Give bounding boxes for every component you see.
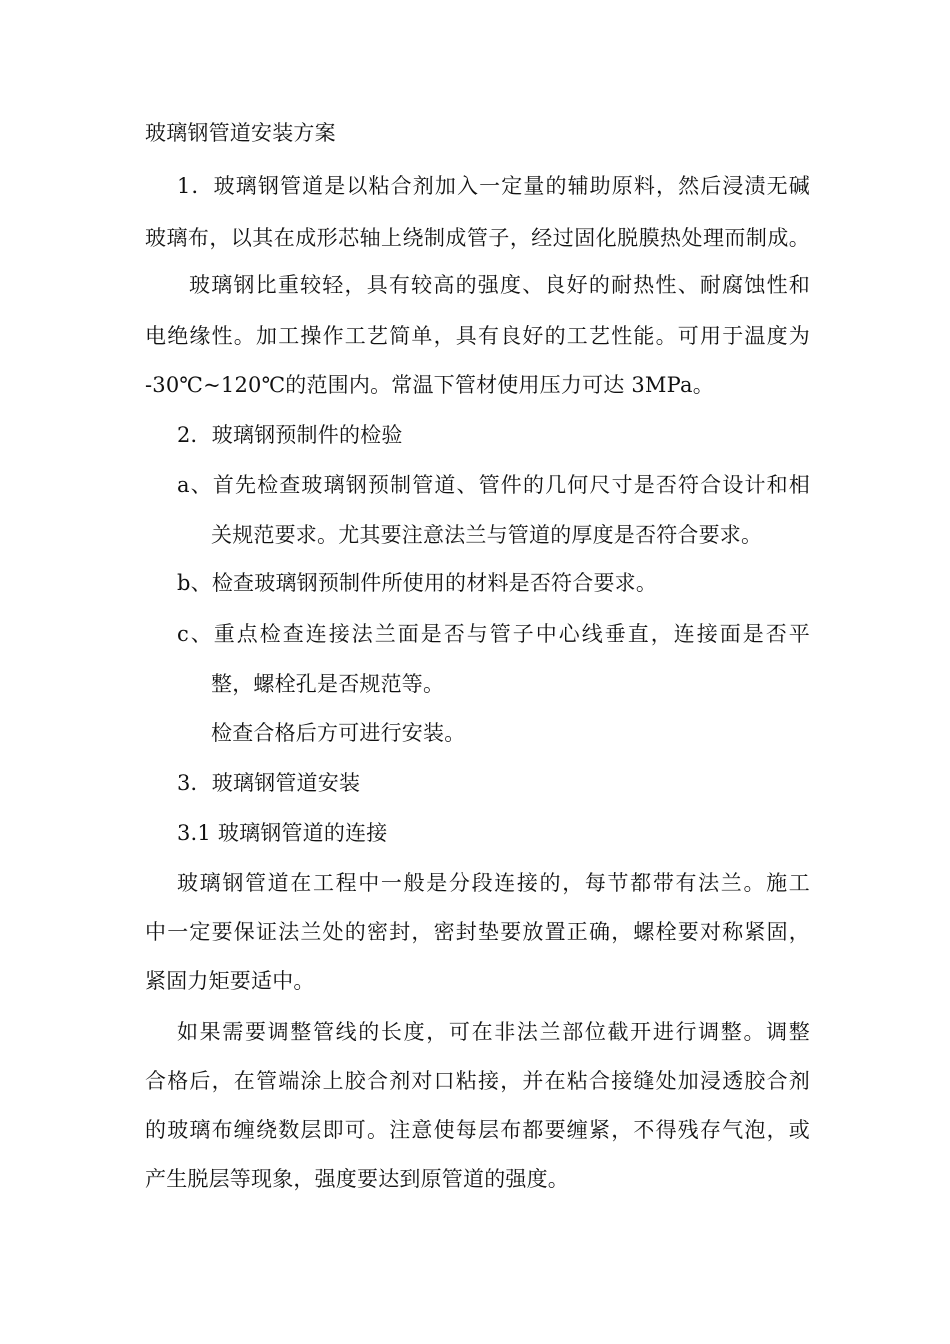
document-title: 玻璃钢管道安装方案 xyxy=(145,121,336,145)
after-check-note: 检查合格后方可进行安装。 xyxy=(211,721,466,745)
paragraph-4-line-2: 合格后，在管端涂上胶合剂对口粘接，并在粘合接缝处加浸透胶合剂 xyxy=(145,1069,810,1093)
paragraph-4-line-4: 产生脱层等现象，强度要达到原管道的强度。 xyxy=(145,1167,569,1191)
paragraph-2-line-1: 玻璃钢比重较轻，具有较高的强度、良好的耐热性、耐腐蚀性和 xyxy=(189,273,810,297)
paragraph-4-line-1: 如果需要调整管线的长度，可在非法兰部位截开进行调整。调整 xyxy=(177,1020,810,1044)
paragraph-4-line-3: 的玻璃布缠绕数层即可。注意使每层布都要缠紧，不得残存气泡，或 xyxy=(145,1118,810,1142)
section-2-heading: 2．玻璃钢预制件的检验 xyxy=(177,423,403,447)
section-1-line-1: 1．玻璃钢管道是以粘合剂加入一定量的辅助原料，然后浸渍无碱 xyxy=(177,174,810,198)
item-a-line-1: a、首先检查玻璃钢预制管道、管件的几何尺寸是否符合设计和相 xyxy=(177,473,810,497)
section-3-heading: 3．玻璃钢管道安装 xyxy=(177,771,361,795)
paragraph-3-line-1: 玻璃钢管道在工程中一般是分段连接的，每节都带有法兰。施工 xyxy=(177,871,810,895)
item-c-line-2: 整，螺栓孔是否规范等。 xyxy=(211,672,445,696)
item-b-line-1: b、检查玻璃钢预制件所使用的材料是否符合要求。 xyxy=(177,571,658,595)
item-c-line-1: c、重点检查连接法兰面是否与管子中心线垂直，连接面是否平 xyxy=(177,622,810,646)
paragraph-3-line-2: 中一定要保证法兰处的密封，密封垫要放置正确，螺栓要对称紧固， xyxy=(145,920,810,944)
item-a-line-2: 关规范要求。尤其要注意法兰与管道的厚度是否符合要求。 xyxy=(211,523,763,547)
section-3-1-heading: 3.1 玻璃钢管道的连接 xyxy=(177,821,388,845)
paragraph-2-line-2: 电绝缘性。加工操作工艺简单，具有良好的工艺性能。可用于温度为 xyxy=(145,324,810,348)
paragraph-3-line-3: 紧固力矩要适中。 xyxy=(145,969,315,993)
section-1-line-2: 玻璃布，以其在成形芯轴上绕制成管子，经过固化脱膜热处理而制成。 xyxy=(145,226,810,250)
paragraph-2-line-3: -30℃~120℃的范围内。常温下管材使用压力可达 3MPa。 xyxy=(145,373,714,397)
